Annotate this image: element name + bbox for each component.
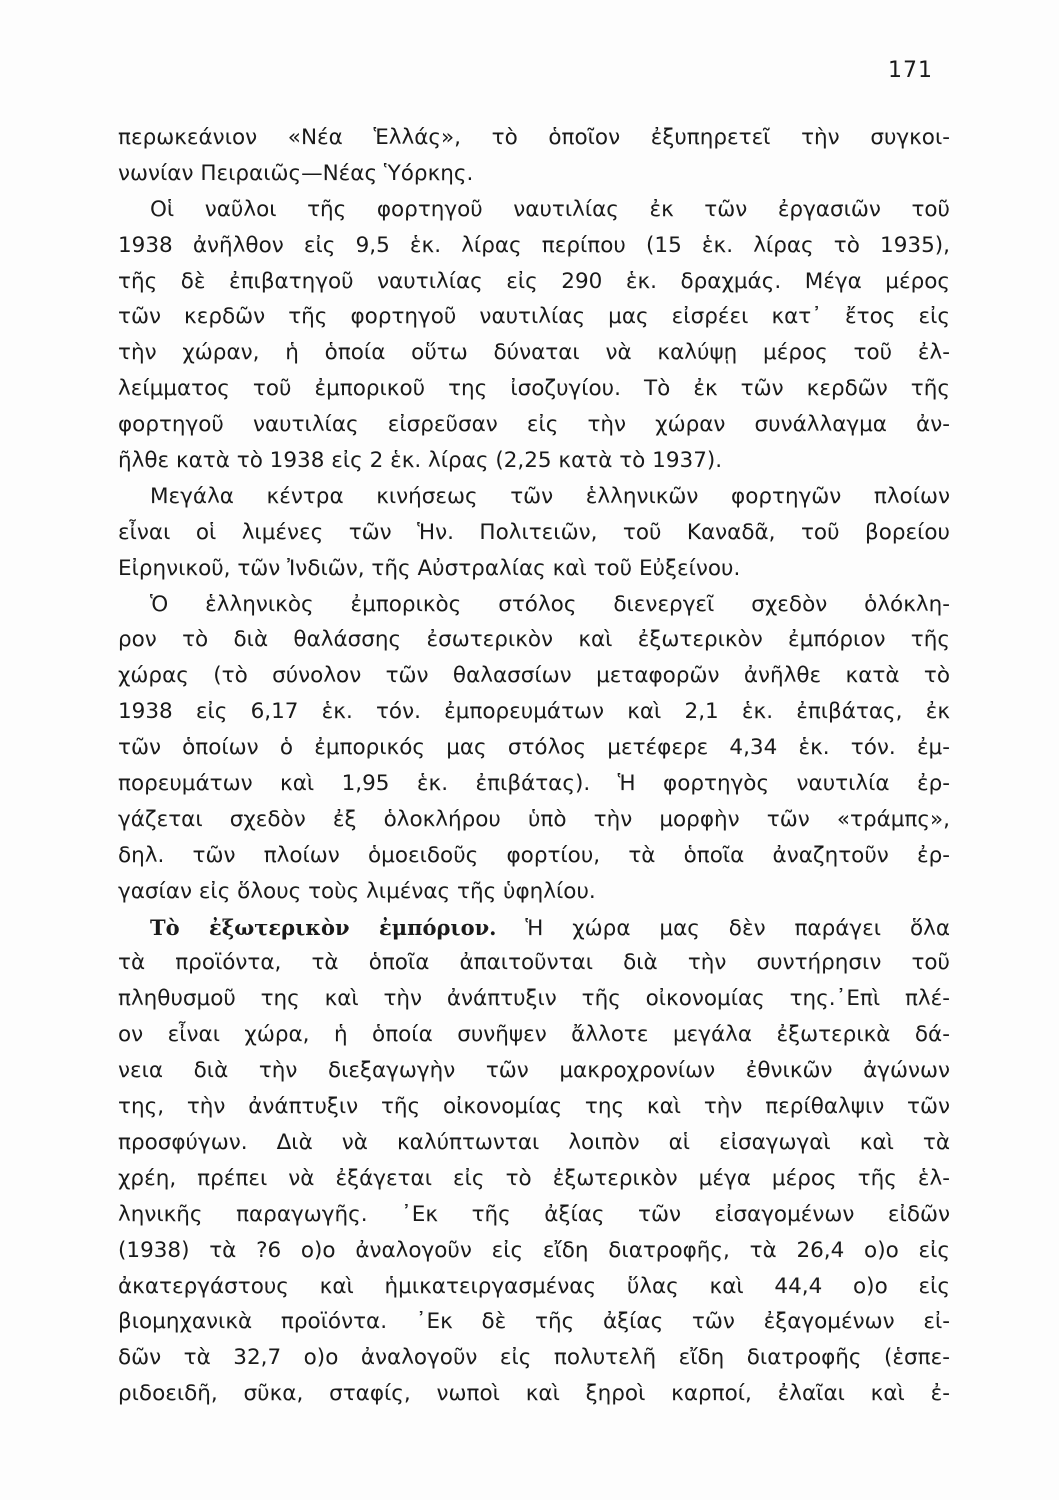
text-line: τὰ προϊόντα, τὰ ὁποῖα ἀπαιτοῦνται διὰ τὴν συντήρησιν τοῦ bbox=[118, 950, 950, 976]
text-line: προσφύγων. Διὰ νὰ καλύπτωνται λοιπὸν αἱ εἰσαγωγαὶ καὶ τὰ bbox=[118, 1129, 950, 1155]
text-line: περωκεάνιον «Νέα Ἑλλάς», τὸ ὁποῖον ἐξυπηρετεῖ τὴν συγκοι- bbox=[118, 125, 950, 150]
section-heading: Τὸ ἐξωτερικὸν ἐμπόριον. bbox=[150, 914, 497, 940]
text-line: χρέη, πρέπει νὰ ἐξάγεται εἰς τὸ ἐξωτερικὸν μέγα μέρος τῆς ἑλ- bbox=[118, 1165, 950, 1191]
section-heading-line bbox=[118, 910, 950, 946]
text-line: Μεγάλα κέντρα κινήσεως τῶν ἑλληνικῶν φορτηγῶν πλοίων bbox=[150, 483, 950, 509]
text-line: φορτηγοῦ ναυτιλίας εἰσρεῦσαν εἰς τὴν χώραν συνάλλαγμα ἀν- bbox=[118, 412, 950, 438]
text-line: τῶν ὁποίων ὁ ἐμπορικός μας στόλος μετέφερε 4,34 ἑκ. τόν. ἐμ- bbox=[118, 735, 950, 761]
text-line: ῆλθε κατὰ τὸ 1938 εἰς 2 ἑκ. λίρας (2,25 κατὰ τὸ 1937). bbox=[118, 448, 723, 474]
text-line: πορευμάτων καὶ 1,95 ἑκ. ἐπιβάτας). Ἡ φορτηγὸς ναυτιλία ἐρ- bbox=[118, 771, 950, 797]
text-line: δῶν τὰ 32,7 ο)ο ἀναλογοῦν εἰς πολυτελῆ εἴδη διατροφῆς (ἑσπε- bbox=[118, 1345, 950, 1371]
text-line: ρον τὸ διὰ θαλάσσης ἐσωτερικὸν καὶ ἐξωτερικὸν ἐμπόριον τῆς bbox=[118, 627, 950, 653]
text-line: γάζεται σχεδὸν ἐξ ὁλοκλήρου ὑπὸ τὴν μορφὴν τῶν «τράμπς», bbox=[118, 806, 950, 832]
text-line: δηλ. τῶν πλοίων ὁμοειδοῦς φορτίου, τὰ ὁποῖα ἀναζητοῦν ἐρ- bbox=[118, 842, 950, 868]
body-text bbox=[118, 120, 950, 1412]
text-line: τὴν χώραν, ἡ ὁποία οὕτω δύναται νὰ καλύψῃ μέρος τοῦ ἐλ- bbox=[118, 340, 950, 366]
text-line-rest: Ἡ χώρα μας δὲν παράγει ὅλα bbox=[496, 915, 950, 941]
text-line: Οἱ ναῦλοι τῆς φορτηγοῦ ναυτιλίας ἐκ τῶν ἐργασιῶν τοῦ bbox=[150, 196, 950, 222]
text-line: της, τὴν ἀνάπτυξιν τῆς οἰκονομίας της καὶ τὴν περίθαλψιν τῶν bbox=[118, 1094, 950, 1120]
text-line: τῆς δὲ ἐπιβατηγοῦ ναυτιλίας εἰς 290 ἑκ. δραχμάς. Μέγα μέρος bbox=[118, 268, 950, 294]
text-line: γασίαν εἰς ὅλους τοὺς λιμένας τῆς ὑφηλίου. bbox=[118, 878, 596, 904]
text-line: βιομηχανικὰ προϊόντα. ᾽Εκ δὲ τῆς ἀξίας τῶν ἐξαγομένων εἰ- bbox=[118, 1309, 950, 1335]
text-line: 1938 εἰς 6,17 ἑκ. τόν. ἐμπορευμάτων καὶ 2,1 ἑκ. ἐπιβάτας, ἐκ bbox=[118, 699, 950, 725]
text-line: 1938 ἀνῆλθον εἰς 9,5 ἑκ. λίρας περίπου (15 ἑκ. λίρας τὸ 1935), bbox=[118, 232, 950, 258]
text-line: τῶν κερδῶν τῆς φορτηγοῦ ναυτιλίας μας εἰσρέει κατ᾽ ἔτος εἰς bbox=[118, 304, 950, 330]
text-line: ἀκατεργάστους καὶ ἡμικατειργασμένας ὕλας καὶ 44,4 ο)ο εἰς bbox=[118, 1273, 950, 1299]
text-line: ριδοειδῆ, σῦκα, σταφίς, νωποὶ καὶ ξηροὶ καρποί, ἐλαῖαι καὶ ἐ- bbox=[118, 1381, 950, 1407]
text-line: Ὁ ἑλληνικὸς ἐμπορικὸς στόλος διενεργεῖ σχεδὸν ὁλόκλη- bbox=[150, 591, 950, 617]
text-line: ληνικῆς παραγωγῆς. ᾽Εκ τῆς ἀξίας τῶν εἰσαγομένων εἰδῶν bbox=[118, 1201, 950, 1227]
text-line: νωνίαν Πειραιῶς—Νέας Ὑόρκης. bbox=[118, 160, 474, 186]
text-line: χώρας (τὸ σύνολον τῶν θαλασσίων μεταφορῶν ἀνῆλθε κατὰ τὸ bbox=[118, 663, 950, 689]
text-line: (1938) τὰ ?6 ο)ο ἀναλογοῦν εἰς εἴδη διατροφῆς, τὰ 26,4 ο)ο εἰς bbox=[118, 1237, 950, 1263]
page-number: 171 bbox=[888, 58, 933, 83]
text-line: πληθυσμοῦ της καὶ τὴν ἀνάπτυξιν τῆς οἰκονομίας της.᾽Επὶ πλέ- bbox=[118, 986, 950, 1012]
text-line: ον εἶναι χώρα, ἡ ὁποία συνῆψεν ἄλλοτε μεγάλα ἐξωτερικὰ δά- bbox=[118, 1022, 950, 1048]
text-line: Εἰρηνικοῦ, τῶν Ἰνδιῶν, τῆς Αὐστραλίας καὶ τοῦ Εὐξείνου. bbox=[118, 555, 741, 581]
text-line: εἶναι οἱ λιμένες τῶν Ἡν. Πολιτειῶν, τοῦ Καναδᾶ, τοῦ βορείου bbox=[118, 519, 950, 545]
text-line: νεια διὰ τὴν διεξαγωγὴν τῶν μακροχρονίων ἐθνικῶν ἀγώνων bbox=[118, 1058, 950, 1084]
text-line: λείμματος τοῦ ἐμπορικοῦ της ἰσοζυγίου. Τὸ ἐκ τῶν κερδῶν τῆς bbox=[118, 376, 950, 402]
